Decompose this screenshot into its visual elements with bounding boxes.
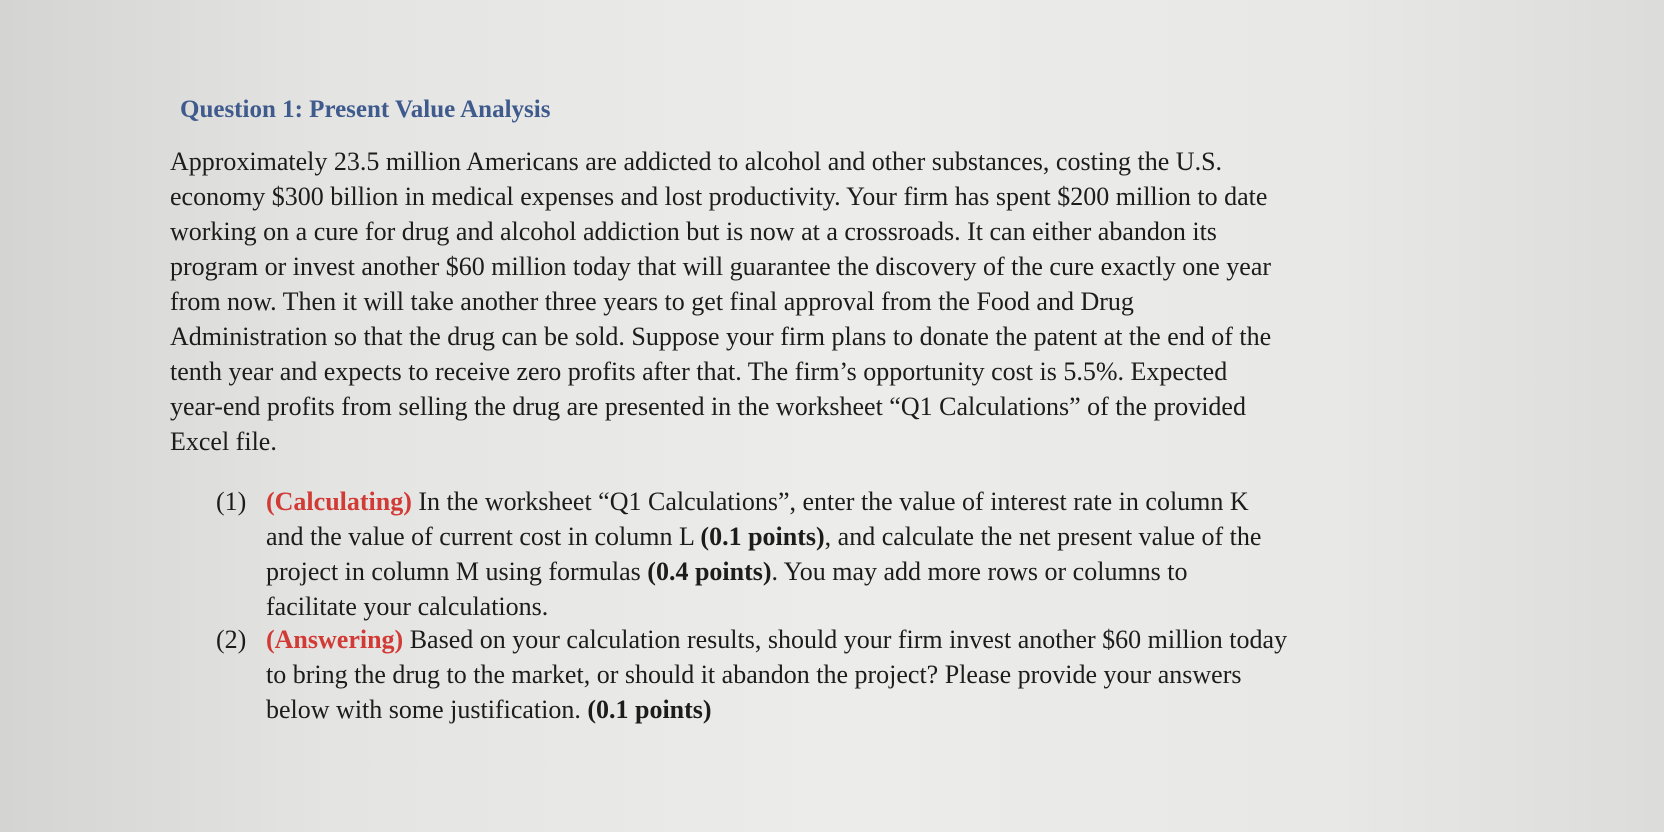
- points-label: (0.4 points): [647, 557, 772, 586]
- calculating-tag: (Calculating): [266, 487, 412, 516]
- item-text: In the worksheet “Q1 Calculations”, enter the value of interest rate in column K: [411, 487, 1249, 516]
- item-text: . You may add more rows or columns to: [771, 557, 1188, 586]
- answering-tag: (Answering): [266, 625, 404, 654]
- item-text: below with some justification.: [266, 695, 588, 724]
- question-paragraph: [170, 144, 1580, 459]
- item-line: [266, 692, 1586, 727]
- paragraph-line: year-end profits from selling the drug are presented in the worksheet “Q1 Calculations” of the provided: [170, 392, 1246, 421]
- paragraph-line: economy $300 billion in medical expenses and lost productivity. Your firm has spent $200 million to date: [170, 182, 1268, 211]
- paragraph-line: Approximately 23.5 million Americans are addicted to alcohol and other substances, costing the U.S.: [170, 147, 1223, 176]
- list-item-calculating: [216, 484, 1586, 624]
- paragraph-line: program or invest another $60 million today that will guarantee the discovery of the cure exactly one year: [170, 252, 1272, 281]
- item-text: , and calculate the net present value of the: [824, 522, 1262, 551]
- item-line: facilitate your calculations.: [266, 592, 549, 621]
- paragraph-line: Excel file.: [170, 427, 277, 456]
- item-line: [266, 622, 1586, 657]
- points-label: (0.1 points): [700, 522, 825, 551]
- item-line: [266, 519, 1586, 554]
- item-number: (1): [216, 487, 247, 516]
- paragraph-line: Administration so that the drug can be sold. Suppose your firm plans to donate the patent at the end of the: [170, 322, 1272, 351]
- list-item-answering: [216, 622, 1586, 727]
- task-list: [216, 484, 1586, 727]
- paragraph-line: working on a cure for drug and alcohol addiction but is now at a crossroads. It can either abandon its: [170, 217, 1217, 246]
- item-text: project in column M using formulas: [266, 557, 648, 586]
- item-text: Based on your calculation results, should your firm invest another $60 million today: [403, 625, 1288, 654]
- item-line: to bring the drug to the market, or should it abandon the project? Please provide your answers: [266, 660, 1242, 689]
- item-line: [266, 554, 1586, 589]
- paragraph-line: tenth year and expects to receive zero profits after that. The firm’s opportunity cost is 5.5%. Expected: [170, 357, 1228, 386]
- item-number: (2): [216, 625, 247, 654]
- points-label: (0.1 points): [587, 695, 712, 724]
- item-line: [266, 484, 1586, 519]
- item-text: and the value of current cost in column L: [266, 522, 701, 551]
- paragraph-line: from now. Then it will take another three years to get final approval from the Food and Drug: [170, 287, 1134, 316]
- question-title: Question 1: Present Value Analysis: [180, 96, 551, 123]
